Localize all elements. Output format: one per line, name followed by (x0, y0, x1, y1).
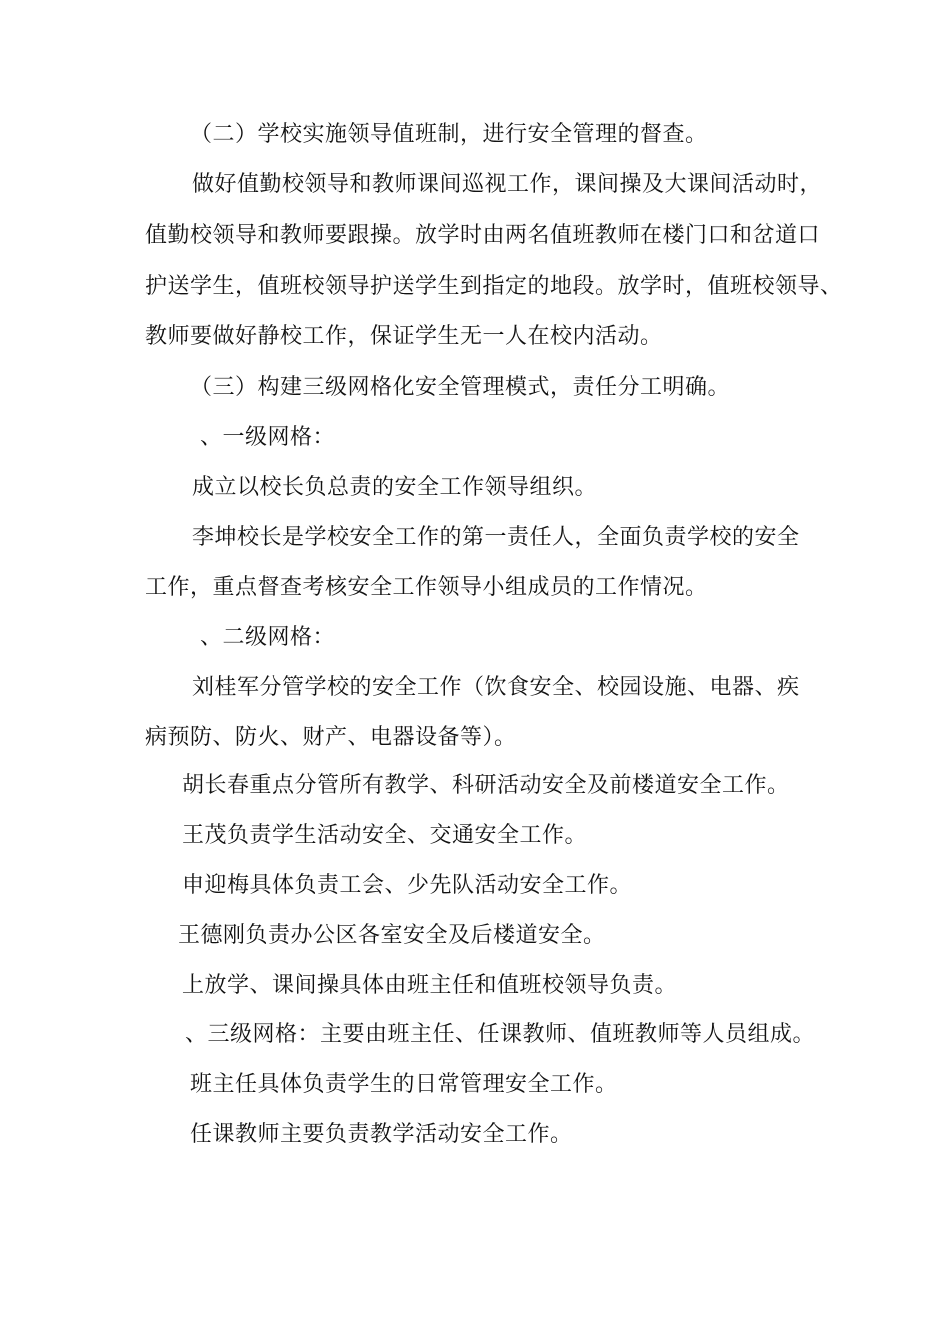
paragraph-line: 刘桂军分管学校的安全工作（饮食安全、校园设施、电器、疾 (192, 675, 800, 700)
paragraph-line: 王茂负责学生活动安全、交通安全工作。 (182, 823, 588, 848)
paragraph-line: 值勤校领导和教师要跟操。放学时由两名值班教师在楼门口和岔道口 (145, 223, 821, 248)
paragraph-line: 上放学、课间操具体由班主任和值班校领导负责。 (182, 973, 678, 998)
grid-level-3-heading: 、三级网格：主要由班主任、任课教师、值班教师等人员组成。 (185, 1022, 816, 1047)
paragraph-line: 工作，重点督查考核安全工作领导小组成员的工作情况。 (145, 575, 708, 600)
grid-level-2-heading: 、二级网格： (200, 625, 336, 650)
paragraph-line: 班主任具体负责学生的日常管理安全工作。 (190, 1072, 618, 1097)
paragraph-line: 教师要做好静校工作，保证学生无一人在校内活动。 (145, 324, 663, 349)
paragraph-line: 成立以校长负总责的安全工作领导组织。 (192, 475, 598, 500)
paragraph-line: 病预防、防火、财产、电器设备等）。 (145, 725, 517, 750)
paragraph-line: 任课教师主要负责教学活动安全工作。 (190, 1122, 573, 1147)
grid-level-1-heading: 、一级网格： (200, 425, 336, 450)
section-heading-2: （二）学校实施领导值班制，进行安全管理的督查。 (190, 122, 708, 147)
paragraph-line: 申迎梅具体负责工会、少先队活动安全工作。 (182, 873, 633, 898)
paragraph-line: 李坤校长是学校安全工作的第一责任人，全面负责学校的安全 (192, 525, 800, 550)
paragraph-line: 胡长春重点分管所有教学、科研活动安全及前楼道安全工作。 (182, 773, 790, 798)
paragraph-line: 护送学生，值班校领导护送学生到指定的地段。放学时，值班校领导、 (145, 274, 843, 299)
paragraph-line: 王德刚负责办公区各室安全及后楼道安全。 (178, 923, 606, 948)
section-heading-3: （三）构建三级网格化安全管理模式，责任分工明确。 (190, 375, 731, 400)
paragraph-line: 做好值勤校领导和教师课间巡视工作，课间操及大课间活动时， (192, 172, 823, 197)
